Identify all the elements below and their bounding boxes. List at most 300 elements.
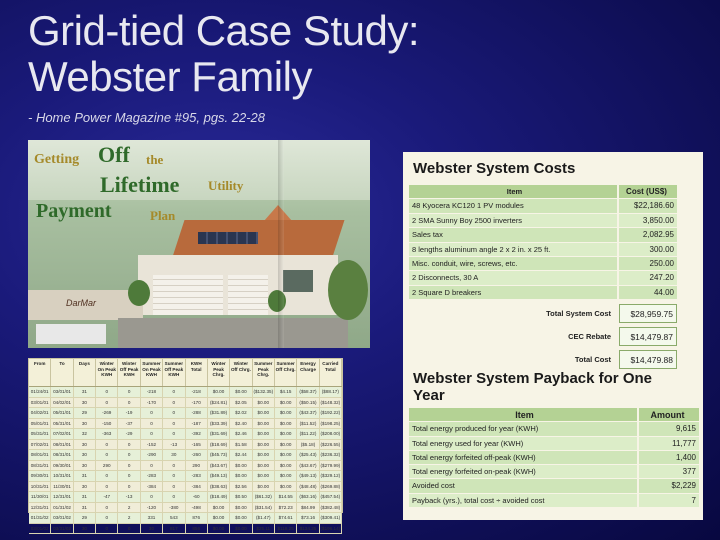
energy-table-cell: -392	[186, 429, 208, 439]
energy-table-cell: $0.00	[275, 461, 297, 471]
energy-table-cell: $0.00	[230, 471, 252, 481]
table-row	[29, 513, 342, 524]
cost-value: $22,186.60	[619, 199, 677, 212]
cost-value: 2,082.95	[619, 228, 677, 241]
energy-table-cell: ($269.88)	[320, 482, 342, 492]
cost-value: 250.00	[619, 257, 677, 270]
energy-table-cell: -170	[186, 398, 208, 408]
energy-table-cell: -29	[118, 429, 140, 439]
magazine-photo	[28, 140, 370, 348]
energy-table-cell: $0.00	[230, 461, 252, 471]
energy-table-cell: $0.00	[230, 503, 252, 513]
payback-row	[409, 494, 699, 508]
energy-table-cell: $0.00	[208, 513, 230, 523]
table-row	[29, 440, 342, 451]
energy-table-cell: -120	[141, 503, 163, 513]
energy-table-column-header: Winter Off Chrg.	[230, 359, 252, 386]
energy-table-cell: $0.00	[253, 482, 275, 492]
energy-table-cell: 32	[74, 429, 96, 439]
payback-title: Webster System Payback for One Year	[413, 370, 652, 404]
energy-table-cell: -384	[141, 482, 163, 492]
energy-table-cell: 01/31/02	[29, 513, 51, 523]
cost-row	[409, 243, 677, 257]
cost-total-row	[409, 350, 677, 369]
energy-table-cell: 10/31/01	[51, 471, 73, 481]
energy-table-cell: ($61.32)	[253, 492, 275, 502]
energy-table-cell: $0.00	[253, 429, 275, 439]
slide-title	[28, 8, 548, 100]
title-line-1: Grid-tied Case Study:	[28, 7, 420, 54]
energy-table-cell: 12/31/01	[51, 492, 73, 502]
energy-table-cell: $134.35	[297, 524, 319, 534]
headline-off: Off	[98, 142, 130, 167]
photo-plaque: DarMar	[66, 298, 97, 308]
payback-row	[409, 437, 699, 451]
energy-table-cell: ($5.18)	[297, 440, 319, 450]
energy-table-cell: 0	[141, 419, 163, 429]
energy-table-cell: 0	[96, 387, 118, 397]
energy-table-cell: ($132.35)	[253, 387, 275, 397]
energy-table-column-header: Summer Off Peak KWH	[163, 359, 185, 386]
energy-table-cell: -290	[141, 450, 163, 460]
energy-table-cell: 0	[163, 398, 185, 408]
energy-table-cell: 30	[74, 482, 96, 492]
energy-table-cell: -165	[186, 440, 208, 450]
energy-table-cell: 05/31/01	[51, 419, 73, 429]
energy-table-cell: -19	[118, 408, 140, 418]
payback-amount: 11,777	[639, 437, 699, 450]
costs-title: Webster System Costs	[413, 160, 576, 177]
energy-table-cell: 31	[74, 503, 96, 513]
energy-table-cell: 0	[141, 461, 163, 471]
energy-table-cell: $0.00	[208, 503, 230, 513]
energy-table-cell: 03/01/01	[51, 387, 73, 397]
headline-getting: Getting	[34, 152, 80, 167]
payback-item: Total energy forfeited off-peak (KWH)	[409, 451, 637, 464]
energy-table-cell: 30	[74, 398, 96, 408]
energy-table-cell: -218	[141, 387, 163, 397]
energy-table-cell: $0.00	[275, 408, 297, 418]
headline-plan: Plan	[150, 208, 176, 223]
table-row	[29, 503, 342, 514]
energy-table-cell: ($198.25)	[320, 419, 342, 429]
energy-table-cell: $2.40	[230, 419, 252, 429]
energy-table-column-header: Days	[74, 359, 96, 386]
payback-amount: 9,615	[639, 422, 699, 435]
energy-table-cell: $118.25	[275, 524, 297, 534]
energy-table-cell: 05/01/01	[51, 408, 73, 418]
energy-table-cell: ($31.69)	[208, 429, 230, 439]
energy-table-cell: 0	[118, 482, 140, 492]
energy-table-cell: -283	[186, 471, 208, 481]
table-row	[29, 461, 342, 472]
energy-table-cell: 30	[163, 450, 185, 460]
title-line-2: Webster Family	[28, 53, 312, 100]
energy-table-column-header: To	[51, 359, 73, 386]
payback-rows	[409, 422, 699, 508]
energy-table-cell: 29	[74, 513, 96, 523]
energy-table-cell: ($49.13)	[208, 471, 230, 481]
table-row	[29, 398, 342, 409]
energy-table-cell: ($329.12)	[320, 471, 342, 481]
energy-table-cell: $0.00	[253, 471, 275, 481]
energy-table-cell: 856	[186, 524, 208, 534]
energy-table-cell: $0.50	[230, 492, 252, 502]
energy-table-cell: 11/30/01	[51, 482, 73, 492]
energy-table-cell: ($43.67)	[297, 461, 319, 471]
energy-table-cell: 817	[163, 524, 185, 534]
energy-table-cell: 0	[118, 450, 140, 460]
energy-table-cell: ($38.63)	[208, 482, 230, 492]
energy-table-cell: ($11.22)	[297, 429, 319, 439]
energy-table-cell: $0.00	[275, 429, 297, 439]
energy-table-cell: 31	[74, 471, 96, 481]
energy-table-cell: $73.16	[297, 513, 319, 523]
energy-table-column-header: Energy Charge	[297, 359, 319, 386]
energy-table-cell: $2.44	[230, 450, 252, 460]
cost-total-label: CEC Rebate	[568, 332, 611, 342]
energy-table-cell: $0.00	[253, 408, 275, 418]
cost-row	[409, 257, 677, 271]
energy-table-cell: -363	[96, 429, 118, 439]
energy-table-cell: 30	[74, 461, 96, 471]
energy-table-cell: 0	[118, 524, 140, 534]
energy-table-cell: $0.00	[253, 419, 275, 429]
energy-table-cell: 0	[163, 408, 185, 418]
energy-table-cell: 04/02/01	[29, 408, 51, 418]
energy-table-cell: 0	[96, 440, 118, 450]
energy-table-cell: $0.00	[275, 440, 297, 450]
energy-table-cell: ($18.49)	[208, 492, 230, 502]
energy-table-column-header: KWH Total	[186, 359, 208, 386]
energy-table-cell: $0.00	[230, 524, 252, 534]
energy-table-cell: 0	[163, 461, 185, 471]
energy-table-cell: 0	[118, 387, 140, 397]
energy-table-cell: 0	[141, 429, 163, 439]
energy-table-cell: ($148.32)	[320, 398, 342, 408]
payback-header-item: Item	[409, 408, 637, 421]
payback-item: Total energy forfeited on-peak (KWH)	[409, 465, 637, 478]
photo-sky	[28, 140, 370, 200]
cost-item: 48 Kyocera KC120 1 PV modules	[409, 199, 617, 212]
cost-item: 8 lengths aluminum angle 2 x 2 in. x 25 ft.	[409, 243, 617, 256]
energy-table-cell: 04/02/01	[51, 398, 73, 408]
energy-table-cell: 0	[141, 408, 163, 418]
energy-table-cell: 03/01/01	[29, 398, 51, 408]
energy-table-cell: 0	[96, 482, 118, 492]
energy-table-cell: 0	[163, 482, 185, 492]
headline-lifetime: Lifetime	[100, 172, 180, 197]
energy-table-cell: 0	[163, 429, 185, 439]
table-row	[29, 482, 342, 493]
energy-table-cell: -384	[186, 482, 208, 492]
energy-table-cell: ($63.16)	[297, 492, 319, 502]
energy-table-header	[29, 359, 342, 387]
energy-table-column-header: Winter Off Peak KWH	[118, 359, 140, 386]
energy-table-cell: 876	[186, 513, 208, 523]
cost-total-row	[409, 304, 677, 323]
photo-driveway	[118, 318, 348, 348]
energy-table-cell: $2.46	[230, 429, 252, 439]
energy-table-cell: 0	[96, 503, 118, 513]
energy-table-cell: 01/24/01	[29, 387, 51, 397]
energy-table-cell: $2.02	[230, 408, 252, 418]
energy-table-cell: ($33.39)	[208, 419, 230, 429]
energy-table-cell: -152	[141, 440, 163, 450]
energy-table-column-header: Winter Peak Chrg.	[208, 359, 230, 386]
energy-table-cell: 290	[96, 461, 118, 471]
energy-table-column-header: Summer Off Chrg.	[275, 359, 297, 386]
energy-table-column-header: Carried Total	[320, 359, 342, 386]
energy-table-cell: 0	[96, 524, 118, 534]
energy-table-column-header: Winter On Peak KWH	[96, 359, 118, 386]
energy-table-cell: ($49.13)	[297, 471, 319, 481]
energy-table-cell: -288	[186, 408, 208, 418]
energy-table-cell: $72.23	[275, 503, 297, 513]
payback-row	[409, 451, 699, 465]
energy-table-cell: 03/31/02	[51, 524, 73, 534]
costs-header-cost: Cost (US$)	[619, 185, 677, 198]
costs-table	[409, 185, 677, 369]
energy-table-cell: 03/01/02	[51, 513, 73, 523]
energy-table-cell: $2.56	[230, 482, 252, 492]
energy-table-cell: $0.00	[275, 482, 297, 492]
energy-table-cell: ($236.32)	[320, 450, 342, 460]
energy-table-cell: 0	[96, 513, 118, 523]
photo-caption-box	[36, 324, 106, 344]
payback-amount: 7	[639, 494, 699, 507]
energy-table-cell: 01/31/02	[51, 503, 73, 513]
energy-table-cell: ($43.37)	[297, 408, 319, 418]
table-row	[29, 419, 342, 430]
cost-row	[409, 271, 677, 285]
costs-table-header	[409, 185, 677, 199]
cost-item: 2 Disconnects, 30 A	[409, 271, 617, 284]
energy-table-cell: 31	[74, 492, 96, 502]
headline-payment: Payment	[36, 200, 112, 222]
cost-total-row	[409, 327, 677, 346]
energy-table-cell: $0.00	[230, 513, 252, 523]
energy-table-cell: -498	[186, 503, 208, 513]
energy-table-cell: 09/30/01	[51, 461, 73, 471]
energy-table-cell: ($24.81)	[208, 398, 230, 408]
table-row	[29, 387, 342, 398]
energy-table-cell: 08/01/01	[51, 440, 73, 450]
energy-table-cell: ($31.89)	[208, 408, 230, 418]
cost-row	[409, 286, 677, 300]
energy-table-cell: ($88.17)	[320, 387, 342, 397]
energy-table-cell: 0	[96, 450, 118, 460]
energy-table-cell: ($11.52)	[297, 419, 319, 429]
energy-table-cell: -283	[141, 471, 163, 481]
photo-page-fold	[278, 140, 284, 348]
headline-utility: Utility	[208, 178, 244, 193]
energy-table-cell: ($25.43)	[297, 450, 319, 460]
energy-table-cell: $1.58	[230, 440, 252, 450]
energy-table-cell: 2	[118, 513, 140, 523]
energy-table-cell: 0	[96, 398, 118, 408]
energy-table-cell: -150	[96, 419, 118, 429]
costs-rows	[409, 199, 677, 300]
payback-row	[409, 422, 699, 436]
payback-row	[409, 479, 699, 493]
table-row	[29, 492, 342, 503]
energy-table-cell: ($1.47)	[253, 513, 275, 523]
cost-total-value: $28,959.75	[619, 304, 677, 323]
payback-amount: 1,400	[639, 451, 699, 464]
energy-table-cell: 0	[163, 492, 185, 502]
energy-table-cell: $14.55	[275, 492, 297, 502]
cost-item: Sales tax	[409, 228, 617, 241]
energy-table-cell: ($382.48)	[320, 503, 342, 513]
energy-data-table	[28, 358, 343, 531]
table-row	[29, 408, 342, 419]
energy-table-cell: 30	[74, 440, 96, 450]
energy-table-cell: 12/31/01	[29, 503, 51, 513]
cost-total-value: $14,479.87	[619, 327, 677, 346]
energy-table-column-header: Summer On Peak KWH	[141, 359, 163, 386]
photo-tree	[328, 260, 368, 320]
payback-amount: 377	[639, 465, 699, 478]
energy-table-cell: ($309.41)	[320, 513, 342, 523]
payback-table	[409, 408, 699, 508]
energy-table-cell: 11/30/01	[29, 492, 51, 502]
energy-table-cell: $0.00	[275, 471, 297, 481]
energy-table-cell: 0	[163, 387, 185, 397]
energy-table-cell: ($58.37)	[297, 387, 319, 397]
cost-value: 300.00	[619, 243, 677, 256]
cost-item: 2 SMA Sunny Boy 2500 inverters	[409, 214, 617, 227]
energy-table-cell: 2	[118, 503, 140, 513]
energy-table-cell: 07/02/01	[29, 440, 51, 450]
cost-value: 247.20	[619, 271, 677, 284]
payback-table-header	[409, 408, 699, 422]
energy-table-cell: 30	[141, 524, 163, 534]
energy-table-cell: $0.00	[275, 450, 297, 460]
energy-table-cell: 0	[118, 461, 140, 471]
photo-window	[283, 270, 313, 292]
energy-table-cell: 0	[163, 419, 185, 429]
payback-item: Total energy used for year (KWH)	[409, 437, 637, 450]
table-row	[29, 450, 342, 461]
energy-table-cell: -13	[163, 440, 185, 450]
energy-table-cell: 290	[186, 461, 208, 471]
payback-item: Avoided cost	[409, 479, 637, 492]
energy-table-cell: -187	[186, 419, 208, 429]
costs-header-item: Item	[409, 185, 617, 198]
energy-table-cell: 30	[74, 524, 96, 534]
energy-table-cell: 0	[141, 492, 163, 502]
slide-subtitle: - Home Power Magazine #95, pgs. 22-28	[28, 110, 266, 125]
energy-table-column-header: From	[29, 359, 51, 386]
energy-table-cell: $0.00	[208, 524, 230, 534]
energy-table-cell: $0.00	[275, 398, 297, 408]
energy-table-cell: $0.00	[253, 461, 275, 471]
cost-item: Misc. conduit, wire, screws, etc.	[409, 257, 617, 270]
energy-table-cell: ($208.00)	[320, 429, 342, 439]
payback-row	[409, 465, 699, 479]
table-row	[29, 524, 342, 535]
energy-table-cell: $0.00	[208, 387, 230, 397]
energy-table-cell: 30	[74, 450, 96, 460]
costs-totals	[409, 304, 677, 369]
payback-header-amount: Amount	[639, 408, 699, 421]
energy-table-cell: 03/01/02	[29, 524, 51, 534]
energy-table-cell: 10/31/01	[29, 482, 51, 492]
energy-table-cell: $0.00	[230, 387, 252, 397]
energy-table-cell: -170	[141, 398, 163, 408]
energy-table-cell: $0.00	[253, 440, 275, 450]
cost-row	[409, 214, 677, 228]
energy-table-cell: 09/30/01	[29, 471, 51, 481]
energy-table-cell: $2.05	[230, 398, 252, 408]
cost-panel	[403, 152, 703, 520]
energy-table-cell: 0	[96, 471, 118, 481]
energy-table-cell: ($43.67)	[208, 461, 230, 471]
table-row	[29, 471, 342, 482]
energy-table-cell: -37	[118, 419, 140, 429]
energy-table-cell: 08/31/01	[29, 461, 51, 471]
energy-table-cell: -60	[186, 492, 208, 502]
energy-table-cell: -47	[96, 492, 118, 502]
payback-amount: $2,229	[639, 479, 699, 492]
energy-table-cell: ($192.22)	[320, 408, 342, 418]
energy-table-cell: -218	[186, 387, 208, 397]
cost-row	[409, 199, 677, 213]
energy-table-cell: 543	[163, 513, 185, 523]
energy-table-cell: ($196.14)	[320, 524, 342, 534]
energy-table-cell: -269	[96, 408, 118, 418]
energy-table-cell: ($48.48)	[297, 482, 319, 492]
energy-table-cell: $25.11	[253, 524, 275, 534]
energy-table-cell: 0	[163, 471, 185, 481]
energy-table-cell: $0.00	[253, 398, 275, 408]
cost-value: 3,850.00	[619, 214, 677, 227]
energy-table-cell: 0	[118, 440, 140, 450]
payback-item: Total energy produced for year (KWH)	[409, 422, 637, 435]
energy-table-cell: 05/31/01	[29, 429, 51, 439]
energy-table-cell: ($50.15)	[297, 398, 319, 408]
energy-table-cell: 08/01/01	[29, 450, 51, 460]
energy-table-cell: 05/01/01	[29, 419, 51, 429]
cost-total-label: Total System Cost	[546, 309, 611, 319]
energy-table-cell: $0.00	[253, 450, 275, 460]
cost-row	[409, 228, 677, 242]
energy-table-cell: ($226.55)	[320, 440, 342, 450]
energy-table-cell: 30	[74, 419, 96, 429]
energy-table-cell: $74.61	[275, 513, 297, 523]
cost-item: 2 Square D breakers	[409, 286, 617, 299]
energy-table-cell: $0.00	[275, 419, 297, 429]
energy-table-cell: 0	[118, 398, 140, 408]
energy-table-cell: ($31.54)	[253, 503, 275, 513]
photo-solar-panels	[198, 232, 258, 244]
energy-table-cell: 331	[141, 513, 163, 523]
energy-table-cell: ($18.69)	[208, 440, 230, 450]
energy-table-cell: 0	[118, 471, 140, 481]
energy-table-cell: -260	[186, 450, 208, 460]
energy-table-cell: ($45.73)	[208, 450, 230, 460]
energy-table-column-header: Summer Peak Chrg.	[253, 359, 275, 386]
energy-table-cell: $84.99	[297, 503, 319, 513]
energy-table-cell: ($457.54)	[320, 492, 342, 502]
cost-total-value: $14,479.88	[619, 350, 677, 369]
energy-table-cell: 29	[74, 408, 96, 418]
energy-table-cell: ($279.99)	[320, 461, 342, 471]
energy-table-cell: 31	[74, 387, 96, 397]
energy-table-cell: 08/31/01	[51, 450, 73, 460]
payback-item: Payback (yrs.), total cost ÷ avoided cost	[409, 494, 637, 507]
